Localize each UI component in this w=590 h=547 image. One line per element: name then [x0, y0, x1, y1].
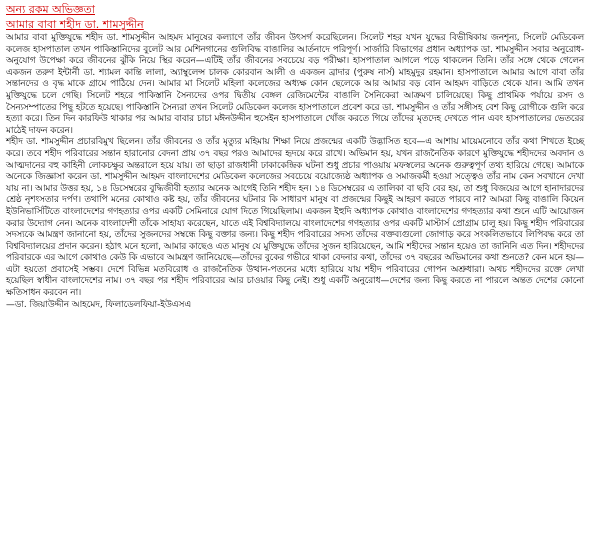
body-paragraph-2: শহীদ ডা. শামসুদ্দীন প্রচারবিমুখ ছিলেন। তাঁর জীবনের ও তাঁর মৃত্যুর মহিমায় শিক্ষা নিয়ে প্রজন্মের একটি উদ্ভাসিত হবে—এ আশায় মায়েমনোবে তাঁর কথা শিখতে ইচ্ছে করে। তবে শহীদ পরিবারের সন্তান হারানোর বেদনা প্রায় ৩৭ বছর পরও আমাদের হৃদয়ে করে রাখে। অভিমান হয়, যখন রাজনৈতিক কারণে মুক্তিযুদ্ধে শহীদদের অবদান ও আত্মদানের বহু কাহিনী লোকচক্ষুর অন্তরালে হয়ে যায়। তা ছাড়া রাজধানী ঢাকাকেন্দ্রিক ঘটনা শুধু প্রচার পাওয়ায় মফস্বলের অনেক গুরুত্বপূর্ণ তথ্য হারিয়ে গেছে। আমাকে অনেকে জিজ্ঞাসা করেন ডা. শামসুদ্দীন আহমদ বাংলাদেশের মেডিকেল কলেজের সবচেয়ে বয়োজ্যেষ্ঠ অধ্যাপক ও সমাজকর্মী হওয়া সত্ত্বেও তাঁর নাম কেন সবখানে দেখা যায় না। আমার উত্তর হয়, ১৪ ডিসেম্বরের বুদ্ধিজীবী হত্যার অনেক আগেই তিনি শহীদ হন। ১৪ ডিসেম্বরের এ তালিকা বা ছবি বের হয়, তা শুধু বিজয়ের আগে হানাদারদের শ্রেষ্ঠ নৃশংসতার দর্পণ। তথাপি মনের কোথাও কষ্ট হয়, তাঁর জীবনের ঘটনার কি সাধারণ মানুষ বা প্রজন্মের কিছুই আহরণ করতে পারবে না? আমরা কিছু বাঙালি কিয়েন ইউনিভার্সিটিতে বাংলাদেশের গণহত্যার ওপর একটি সেমিনারে যোগ দিতে গিয়েছিলাম। একজন ইহুদি অধ্যাপক কোথাও বাংলাদেশের গণহত্যার কথা শুনে এটি আয়োজন করার উদ্যোগ নেন। অনেক বাংলাদেশী তাঁকে সাহায্য করেছেন, যাতে এই বিশ্ববিদ্যালয়ে বাংলাদেশের গণহত্যার ওপর একটি মাস্টার্স প্রোগ্রাম চালু হয়। কিছু শহীদ পরিবারের সদস্যকে আমন্ত্রণ জানানো হয়, তাঁদের সুজনদের সম্বন্ধে কিছু বক্তার জন্য। কিছু শহীদ পরিবারের সদস্য তাঁদের বক্তব্যগুলো জোগাড় করে সংকলিতভাবে লিপিবদ্ধ করে তা বিশ্ববিদ্যালয়ের প্রদান করেন। হঠাৎ মনে হলো, আমার কাছেও এত মানুষ যে মুক্তিযুদ্ধে তাঁদের সুজন হারিয়েছেন, আমি শহীদের সন্তান হয়েও তা জানিনি এত দিন। শহীদদের পরিবারকে এর আগে কোথাও কেউ কি এভাবে আমন্ত্রণ জানিয়েছে—তাঁদের বুকের গভীরে থাকা বেদনার কথা, তাঁদের ৩৭ বছরের অভিমানের কথা শুনতে? কেন মনে হয়—এটা হয়তো প্রবাসেই সম্ভব। দেশে বিভিন্ন মতবিরোধ ও রাজনৈতিক উত্থান-পতনের মধ্যে হারিয়ে যায় শহীদ পরিবারের গোপন অশ্রুধারা। অথচ শহীদদের রক্তে লেখা হয়েছিল স্বাধীন বাংলাদেশের নাম। ৩৭ বছর পর শহীদ পরিবারের আর চাওয়ার কিছু নেই। শুধু একটি অনুরোধ—দেশের জন্য কিছু করতে না পারলে অন্তত দেশের কোনো ক্ষতিসাধন করবেন না।: [6, 137, 584, 299]
title-block: [6, 3, 584, 33]
section-title: অন্য রকম অভিজ্ঞতা: [6, 3, 95, 16]
article-body: [6, 33, 584, 311]
body-paragraph-1: আমার বাবা মুক্তিযুদ্ধে শহীদ ডা. শামসুদ্দীন আহমদ মানুষের কল্যাণে তাঁর জীবন উৎসর্গ করেছিলেন। সিলেট শহর যখন যুদ্ধের বিভীষিকায় জনশূন্য, সিলেট মেডিকেল কলেজ হাসপাতাল তখন পাকিস্তানিদের বুলেট আর মেশিনগানের গুলিবিদ্ধ বাঙালির আর্তনাদে পরিপূর্ণ। সার্জারি বিভাগের প্রধান অধ্যাপক ডা. শামসুদ্দীন সবার অনুরোধ-অনুযোগ উপেক্ষা করে জীবনের ঝুঁকি নিয়ে স্থির করেন—এটিই তাঁর জীবনের সবচেয়ে বড় পরীক্ষা। হাসপাতাল আগলে পড়ে থাকলেন তিনি। তাঁর সঙ্গে থেকে গেলেন একজন তরুণ ইন্টার্নী ডা. শ্যামল কান্তি লালা, অ্যাম্বুলেন্স চালক কোরবান আলী ও একজন ব্রাদার (পুরুষ নার্স) মাহমুদুর রহমান। হাসপাতালে আমার আগে বাবা তাঁর সন্তানদের ও বৃদ্ধ মাকে গ্রামে পাঠিয়ে দেন। আমার মা সিলেট মহিলা কলেজের অধ্যক্ষ কোন ছেলেকে আর আমার বড় বোন আহমদ বাড়িতে থেকে যান। আমি তখন মুক্তিযুদ্ধে চলে গেছি। সিলেট শহরে পাকিস্তানি সৈন্যদের ওপর দ্বিতীয় বেঙ্গল রেজিমেন্টের বাঙালি সৈনিকেরা আক্রমণ চালিয়েছে। কিছু প্রাথমিক পর্যায়ে রসদ ও সৈন্যসম্পাতের পিছু হটতে হয়েছে। পাকিস্তানি সৈন্যরা তখন সিলেট মেডিকেল কলেজ হাসপাতালে প্রবেশ করে ডা. শামসুদ্দীন ও তাঁর সঙ্গীসহ বেশ কিছু রোগীকে গুলি করে হত্যা করে। তিন দিন কারফিউ থাকার পর আমার বাবার চাচা মঈনউদ্দীন হুসেইন হাসপাতালে খোঁজ করতে গিয়ে তাঁদের মৃতদেহ দেখতে পান এবং হাসপাতালের ভেতরের মাঠেই দাফন করেন।: [6, 33, 584, 136]
author-signature: —ডা. জিয়াউদ্দীন আহমেদ, ফিলাডেলফিয়া-ইউএসএ: [6, 299, 192, 310]
article-title: আমার বাবা শহীদ ডা. শামসুদ্দীন: [6, 18, 144, 31]
